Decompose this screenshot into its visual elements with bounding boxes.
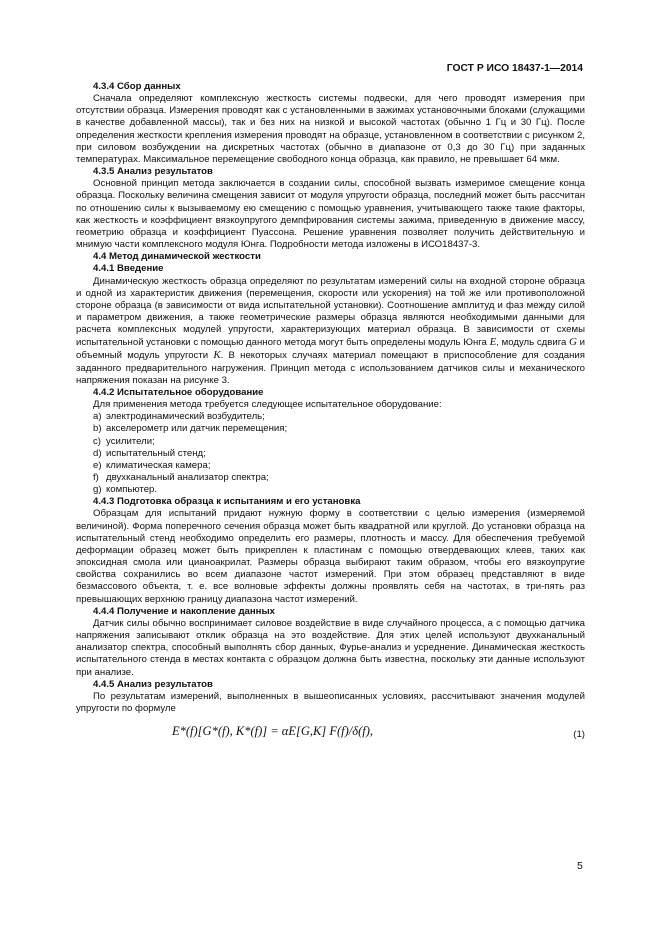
- symbol-K: K: [213, 349, 221, 362]
- text-run: Динамическую жесткость образца определяют по результатам измерений силы на входной стороне образца и одной из характеристик движения (перемещения, скорости или ускорения) на той же или противоположной стороне образца (в зависимости от вида испытательной установки). Соотношение амплитуд и фаз между силой и параметром движения, а также геометрические размеры образца являются необходимыми данными для расчета комплексных модулей упругости, характеризующих материал образца. В зависимости от схемы испытательной установки с помощью данного метода могут быть определены модуль Юнга: [76, 275, 585, 349]
- text-run: . В некоторых случаях материал помещают в приспособление для создания заданного предварительного нагружения. Принцип метода с использованием датчиков силы и механического напряжения показан на рисунке 3.: [76, 350, 585, 386]
- list-item-text: двухканальный анализатор спектра;: [106, 472, 269, 483]
- paragraph: Датчик силы обычно воспринимает силовое воздействие в виде случайного процесса, а с помощью датчика напряжения записывают отклик образца на это воздействие. Для этих целей используют двухканальный анализатор спектра, способный выполнять сбор данных, Фурье-анализ и усреднение. Динамическая жесткость испытательного стенда в местах контакта с образцом должна быть известна, поскольку эти данные используют при анализе.: [76, 617, 585, 678]
- list-marker: d): [93, 447, 102, 459]
- list-item: [76, 423, 585, 435]
- list-item-text: компьютер.: [106, 484, 158, 496]
- paragraph: Основной принцип метода заключается в создании силы, способной вызвать измеримое смещение конца образца. Поскольку величина смещения зависит от модуля упругости образца, последний может быть рассчитан по отношению силы к вызываемому ею смещению с помощью уравнения, учитывающего также такие факторы, как жесткость и коэффициент вязкоупругого демпфирования системы зажима, приведенную в движение массу, геометрию образца и коэффициент Пуассона. Решение уравнения позволяет получить действительную и мнимую части комплексного модуля Юнга. Подробности метода изложены в ИСО18437-3.: [76, 178, 585, 251]
- paragraph: По результатам измерений, выполненных в вышеописанных условиях, рассчитывают значения модулей упругости по формуле: [76, 690, 585, 714]
- list-item: [76, 411, 585, 423]
- list-item: [76, 460, 585, 472]
- text-run: и объемный модуль упругости: [76, 337, 585, 362]
- page-number: 5: [577, 860, 583, 872]
- paragraph: Для применения метода требуется следующее испытательное оборудование:: [93, 399, 442, 411]
- section-heading-4-4-5: 4.4.5 Анализ результатов: [93, 678, 213, 690]
- formula-expression: E*(f)[G*(f), K*(f)] = αE[G,K] F(f)/δ(f),: [172, 724, 373, 739]
- formula-block: [76, 717, 585, 757]
- symbol-E: E: [489, 336, 497, 349]
- equipment-list: [76, 411, 585, 496]
- paragraph: Образцам для испытаний придают нужную форму в соответствии с целью измерения (измеряемой величиной). Форма поперечного сечения образца может быть квадратной или круглой. До установки образца на испытательный стенд необходимо определить его размеры, плотность и массу. Для обеспечения требуемой деформации образец может быть прикреплен к пластинам с помощью отвердевающих клеев, таких как эпоксидная смола или цианоакрилат. Размеры образца выбирают таким образом, чтобы его вязкоупругие свойства сохранились во всем диапазоне частот измерений. При этом образец представляют в виде безмассового объекта, т. е. все волновые эффекты должны проявлять себя на частотах, в три-пять раз превышающих верхнюю границу диапазона частот измерений.: [76, 508, 585, 605]
- list-item-text: климатическая камера;: [106, 459, 211, 471]
- text-run: , модуль сдвига: [496, 337, 569, 349]
- list-marker: b): [93, 423, 102, 435]
- list-item: [76, 484, 585, 496]
- list-item: [76, 472, 585, 484]
- list-item: [76, 448, 585, 460]
- section-heading-4-4-3: 4.4.3 Подготовка образца к испытаниям и его установка: [93, 496, 361, 508]
- section-heading-4-3-5: 4.3.5 Анализ результатов: [93, 166, 213, 178]
- list-item-text: электродинамический возбудитель;: [106, 411, 265, 423]
- formula-number: (1): [573, 729, 585, 741]
- list-item-text: усилители;: [106, 435, 155, 447]
- section-heading-4-4-4: 4.4.4 Получение и накопление данных: [93, 605, 275, 617]
- paragraph: [76, 276, 585, 387]
- list-marker: a): [93, 411, 102, 423]
- list-marker: f): [93, 472, 99, 483]
- section-heading-4-4-1: 4.4.1 Введение: [93, 263, 164, 275]
- paragraph: Сначала определяют комплексную жесткость системы подвески, для чего проводят измерения при отсутствии образца. Измерения проводят как с установленными в зажимах установочными блоками (служащими в качестве добавленной массы), так и без них на низкой и высокой частотах (обычно 1 Гц и 30 Гц). После определения жесткости крепления измерения проводят на образце, установленном в соответствии с рисунком 2, при силовом возбуждении на дискретных частотах (обычно в диапазоне от 0,3 до 30 Гц) при заданных температурах. Максимальное перемещение свободного конца образца, как правило, не превышает 64 мкм.: [76, 93, 585, 165]
- document-body: [76, 81, 585, 757]
- document-header: ГОСТ Р ИСО 18437-1—2014: [446, 63, 583, 74]
- section-heading-4-4: 4.4 Метод динамической жесткости: [93, 251, 261, 263]
- list-marker: c): [93, 435, 101, 447]
- section-heading-4-3-4: 4.3.4 Сбор данных: [93, 81, 181, 92]
- section-heading-4-4-2: 4.4.2 Испытательное оборудование: [93, 386, 264, 398]
- list-item-text: испытательный стенд;: [106, 447, 206, 459]
- list-marker: g): [93, 484, 102, 496]
- symbol-G: G: [569, 336, 577, 349]
- list-marker: e): [93, 459, 102, 471]
- list-item-text: акселерометр или датчик перемещения;: [106, 423, 288, 435]
- list-item: [76, 436, 585, 448]
